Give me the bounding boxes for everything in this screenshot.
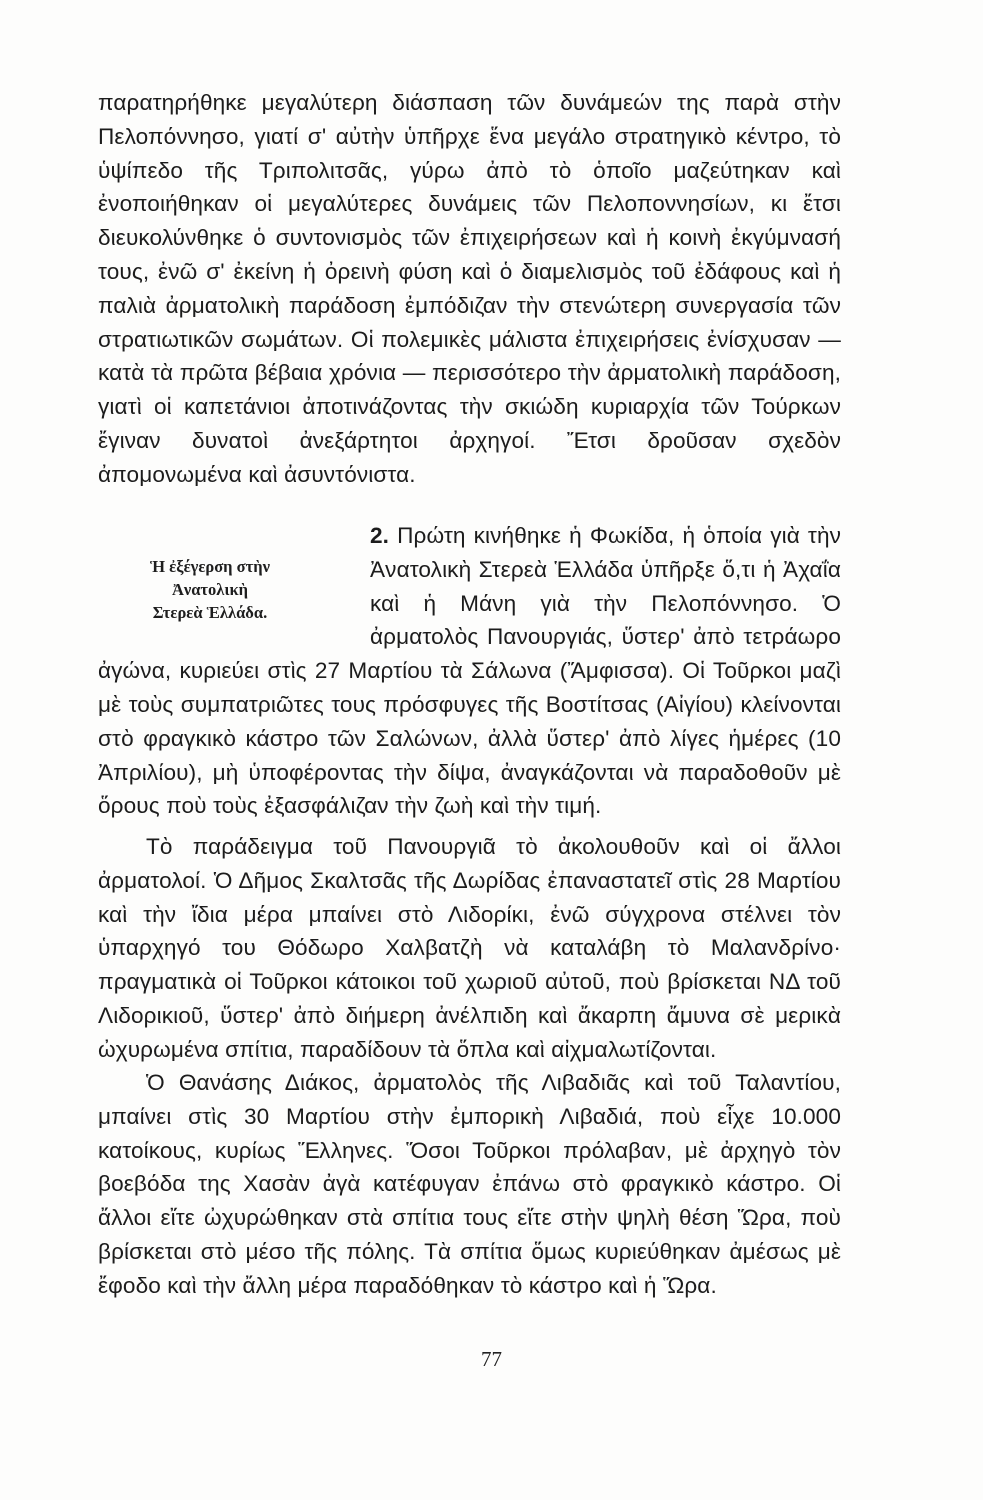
paragraph-4: Ὁ Θανάσης Διάκος, ἀρματολὸς τῆς Λιβαδιᾶς καὶ τοῦ Ταλαντίου, μπαίνει στὶς 30 Μαρτίου στὴν ἐμπορικὴ Λιβαδιά, ποὺ εἶχε 10.000 κατοίκους, κυρίως Ἕλληνες. Ὅσοι Τοῦρκοι πρόλαβαν, μὲ ἀρχηγὸ τὸν βοεβόδα της Χασὰν ἀγὰ κατέφυγαν ἐπάνω στὸ φραγκικὸ κάστρο. Οἱ ἄλλοι εἴτε ὠχυρώθηκαν στὰ σπίτια τους εἴτε στὴν ψηλὴ θέση Ὥρα, ποὺ βρίσκεται στὸ μέσο τῆς πόλης. Τὰ σπίτια ὅμως κυριεύθηκαν ἀμέσως μὲ ἔφοδο καὶ τὴν ἄλλη μέρα παραδόθηκαν τὸ κάστρο καὶ ἡ Ὥρα. (98, 1070, 841, 1298)
page-number: 77 (481, 1347, 502, 1371)
margin-note-line-3: Στερεὰ Ἑλλάδα. (152, 603, 268, 622)
paragraph-1: παρατηρήθηκε μεγαλύτερη διάσπαση τῶν δυνάμεών της παρὰ στὴν Πελοπόννησο, γιατί σ' αὐτὴν ὑπῆρχε ἕνα μεγάλο στρατηγικὸ κέντρο, τὸ ὑψίπεδο τῆς Τριπολιτσᾶς, γύρω ἀπὸ τὸ ὁποῖο μαζεύτηκαν καὶ ἐνοποιήθηκαν οἱ μεγαλύτερες δυνάμεις τῶν Πελοποννησίων, κι ἔτσι διευκολύνθηκε ὁ συντονισμὸς τῶν ἐπιχειρήσεων καὶ ἡ κοινὴ ἐκγύμνασή τους, ἐνῶ σ' ἐκείνη ἡ ὀρεινὴ φύση καὶ ὁ διαμελισμὸς τοῦ ἐδάφους καὶ ἡ παλιὰ ἀρματολικὴ παράδοση ἐμπόδιζαν τὴν στενώτερη συνεργασία τῶν στρατιωτικῶν σωμάτων. Οἱ πολεμικὲς μάλιστα ἐπιχειρήσεις ἐνίσχυσαν — κατὰ τὰ πρῶτα βέβαια χρόνια — περισσότερο τὴν ἀρματολικὴ παράδοση, γιατὶ οἱ καπετάνιοι ἀποτινάζοντας τὴν σκιώδη κυριαρχία τῶν Τούρκων ἔγιναν δυνατοὶ ἀνεξάρτητοι ἀρχηγοί. Ἔτσι δροῦσαν σχεδὸν ἀπομονωμένα καὶ ἀσυντόνιστα. (98, 90, 841, 487)
margin-note-line-1: Ἡ ἐξέγερση στὴν (149, 557, 271, 576)
margin-note-space (98, 519, 370, 649)
section-number: 2. (370, 523, 398, 548)
paragraph-2-text: Πρώτη κινήθηκε ἡ Φωκίδα, ἡ ὁποία γιὰ τὴν Ἀνατολικὴ Στερεὰ Ἑλλάδα ὑπῆρξε ὅ,τι ἡ Ἀχαΐα καὶ ἡ Μάνη γιὰ τὴν Πελοπόννησο. Ὁ ἀρματολὸς Πανουργιάς, ὕστερ' ἀπὸ τετράωρο ἀγώνα, κυριεύει στὶς 27 Μαρτίου τὰ Σάλωνα (Ἄμφισσα). Οἱ Τοῦρκοι μαζὶ μὲ τοὺς συμπατριῶτες τους πρόσφυγες τῆς Βοστίτσας (Αἰγίου) κλείνονται στὸ φραγκικὸ κάστρο τῶν Σαλώνων, ἀλλὰ ὕστερ' ἀπὸ λίγες ἡμέρες (10 Ἀπριλίου), μὴ ὑποφέροντας τὴν δίψα, ἀναγκάζονται νὰ παραδοθοῦν μὲ ὅρους ποὺ τοὺς ἐξασφάλιζαν τὴν ζωὴ καὶ τὴν τιμή. (98, 523, 842, 819)
margin-note-line-2: Ἀνατολικὴ (171, 580, 249, 599)
paragraph-3: Τὸ παράδειγμα τοῦ Πανουργιᾶ τὸ ἀκολουθοῦν καὶ οἱ ἄλλοι ἀρματολοί. Ὁ Δῆμος Σκαλτσᾶς τῆς Δωρίδας ἐπαναστατεῖ στὶς 28 Μαρτίου καὶ τὴν ἴδια μέρα μπαίνει στὸ Λιδορίκι, ἐνῶ σύγχρονα στέλνει τὸν ὑπαρχηγό του Θόδωρο Χαλβατζὴ νὰ καταλάβη τὸ Μαλανδρίνο· πραγματικὰ οἱ Τοῦρκοι κάτοικοι τοῦ χωριοῦ αὐτοῦ, ποὺ βρίσκεται ΝΔ τοῦ Λιδορικιοῦ, ὕστερ' ἀπὸ διήμερη ἀνέλπιδη καὶ ἄκαρπη ἄμυνα σὲ μερικὰ ὠχυρωμένα σπίτια, παραδίδουν τὰ ὅπλα καὶ αἰχμαλωτίζονται. (98, 834, 841, 1062)
paragraph-2 (98, 519, 841, 823)
